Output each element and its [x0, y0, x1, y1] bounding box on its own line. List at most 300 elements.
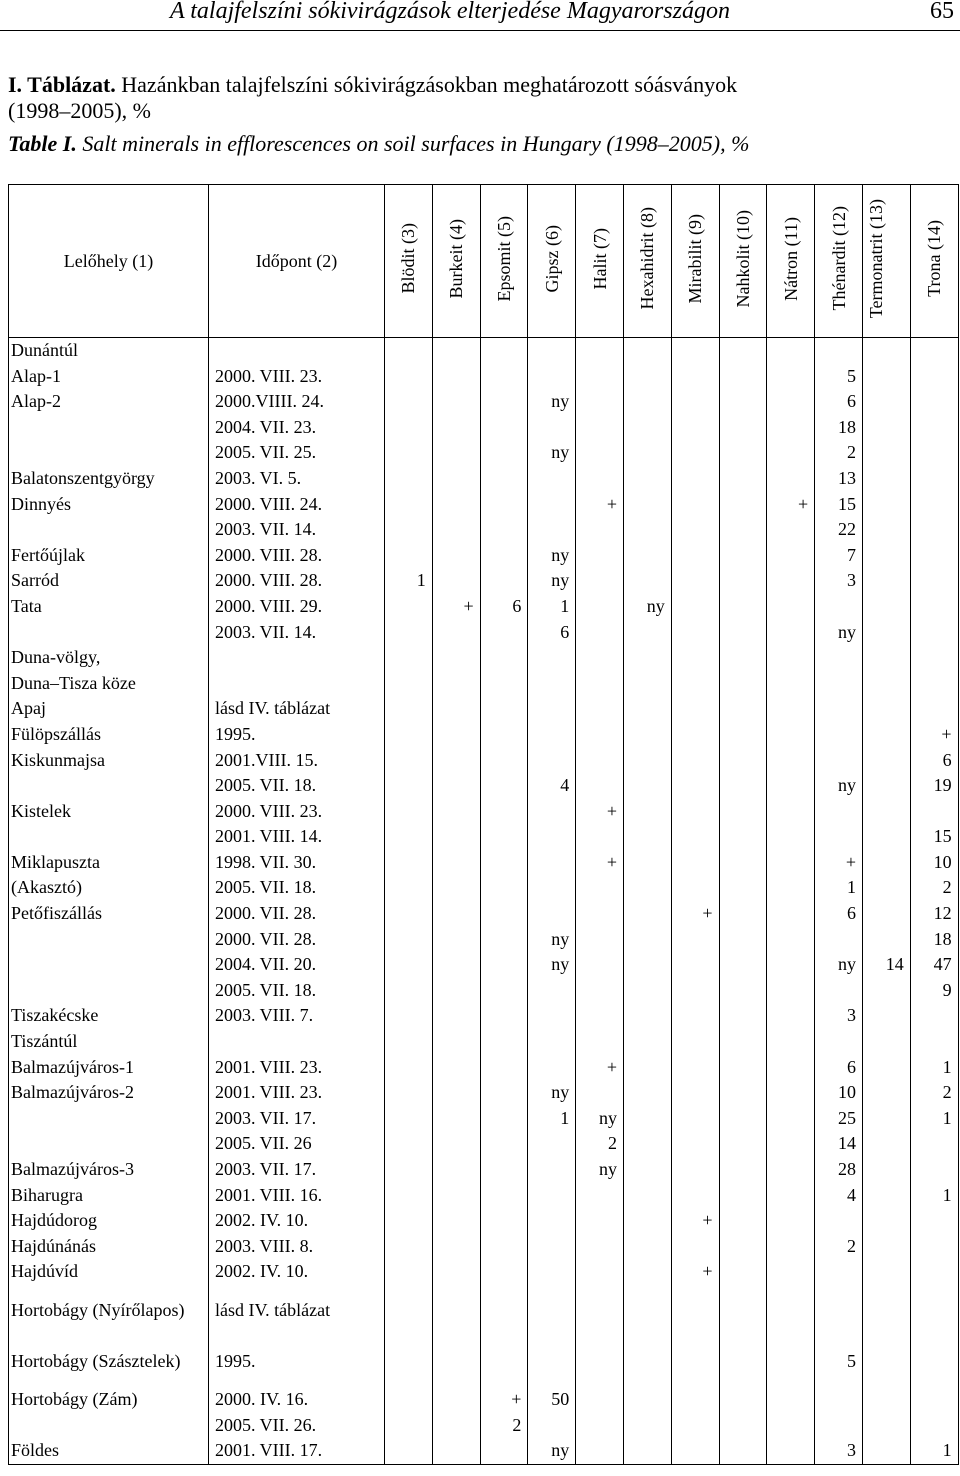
- cell-value: [767, 824, 815, 850]
- table-row: [9, 671, 959, 697]
- cell-value: [862, 364, 910, 390]
- cell-value: [910, 1208, 958, 1234]
- cell-value: [385, 748, 433, 774]
- cell-value: [910, 671, 958, 697]
- cell-value: [480, 748, 528, 774]
- cell-site: [9, 1106, 209, 1132]
- cell-value: [528, 722, 576, 748]
- cell-value: [576, 901, 624, 927]
- cell-value: [671, 492, 719, 518]
- cell-value: [528, 1131, 576, 1157]
- table-row: [9, 1131, 959, 1157]
- cell-value: [480, 875, 528, 901]
- cell-value: [910, 1336, 958, 1387]
- cell-value: [910, 440, 958, 466]
- cell-value: [432, 748, 480, 774]
- cell-value: ny: [528, 389, 576, 415]
- cell-value: [480, 952, 528, 978]
- cell-date: 2003. VII. 14.: [209, 620, 385, 646]
- header-mineral: [432, 185, 480, 338]
- cell-value: [385, 389, 433, 415]
- cell-value: [623, 1413, 671, 1439]
- cell-value: [623, 901, 671, 927]
- cell-value: [671, 773, 719, 799]
- cell-value: [480, 1029, 528, 1055]
- cell-value: [815, 1208, 863, 1234]
- cell-value: [815, 594, 863, 620]
- cell-site: Balmazújváros-3: [9, 1157, 209, 1183]
- cell-value: [862, 620, 910, 646]
- cell-value: [767, 1285, 815, 1336]
- cell-value: 28: [815, 1157, 863, 1183]
- cell-site: Duna-völgy,: [9, 645, 209, 671]
- cell-value: [815, 645, 863, 671]
- cell-value: 6: [528, 620, 576, 646]
- cell-value: [862, 645, 910, 671]
- cell-date: 2000. VII. 28.: [209, 901, 385, 927]
- cell-site: [9, 620, 209, 646]
- cell-value: [480, 1106, 528, 1132]
- header-mineral: [623, 185, 671, 338]
- cell-value: [432, 389, 480, 415]
- cell-value: [767, 1336, 815, 1387]
- cell-value: [528, 978, 576, 1004]
- header-mineral-label: Gipsz (6): [541, 224, 562, 293]
- cell-value: 1: [815, 875, 863, 901]
- cell-value: [623, 1387, 671, 1413]
- cell-value: [767, 1438, 815, 1464]
- cell-value: 2: [815, 440, 863, 466]
- cell-value: 18: [910, 927, 958, 953]
- cell-value: [385, 1003, 433, 1029]
- cell-value: [671, 1438, 719, 1464]
- cell-value: 1: [910, 1055, 958, 1081]
- cell-site: Fertőújlak: [9, 543, 209, 569]
- cell-value: [815, 748, 863, 774]
- cell-value: [576, 543, 624, 569]
- cell-value: 50: [528, 1387, 576, 1413]
- cell-value: [862, 875, 910, 901]
- cell-value: [910, 1285, 958, 1336]
- cell-value: [671, 466, 719, 492]
- cell-date: [209, 671, 385, 697]
- cell-date: 2001. VIII. 14.: [209, 824, 385, 850]
- cell-value: [719, 364, 767, 390]
- cell-value: [815, 927, 863, 953]
- cell-value: [671, 1003, 719, 1029]
- cell-value: [623, 696, 671, 722]
- cell-value: [576, 1413, 624, 1439]
- cell-value: +: [432, 594, 480, 620]
- cell-value: [385, 1055, 433, 1081]
- running-head: [0, 0, 960, 31]
- header-mineral-label: Hexahidrit (8): [637, 207, 658, 310]
- cell-value: [910, 415, 958, 441]
- cell-value: [815, 1259, 863, 1285]
- cell-value: [719, 517, 767, 543]
- cell-value: 2: [910, 1080, 958, 1106]
- cell-value: [862, 389, 910, 415]
- cell-value: 1: [910, 1106, 958, 1132]
- cell-value: [623, 364, 671, 390]
- cell-value: [480, 338, 528, 364]
- cell-value: +: [480, 1387, 528, 1413]
- cell-value: [480, 364, 528, 390]
- cell-value: [671, 338, 719, 364]
- cell-value: [671, 1106, 719, 1132]
- cell-value: [480, 722, 528, 748]
- cell-value: 47: [910, 952, 958, 978]
- cell-site: Dinnyés: [9, 492, 209, 518]
- cell-date: 2003. VII. 14.: [209, 517, 385, 543]
- cell-value: [623, 1183, 671, 1209]
- cell-site: Tiszakécske: [9, 1003, 209, 1029]
- cell-value: [910, 1259, 958, 1285]
- cell-date: 2004. VII. 23.: [209, 415, 385, 441]
- cell-value: [862, 1080, 910, 1106]
- header-mineral-label: Termonatrit (13): [866, 198, 887, 319]
- cell-value: [432, 466, 480, 492]
- cell-date: 2005. VII. 26.: [209, 1413, 385, 1439]
- cell-site: Hortobágy (Zám): [9, 1387, 209, 1413]
- cell-date: 2000. VIII. 29.: [209, 594, 385, 620]
- cell-value: [719, 671, 767, 697]
- cell-value: [576, 671, 624, 697]
- table-row: [9, 645, 959, 671]
- cell-value: [576, 722, 624, 748]
- cell-value: 6: [910, 748, 958, 774]
- cell-value: [385, 492, 433, 518]
- header-mineral-label: Epsomit (5): [493, 215, 514, 302]
- cell-value: [480, 1208, 528, 1234]
- cell-value: [862, 1336, 910, 1387]
- table-row: [9, 1106, 959, 1132]
- cell-value: [719, 620, 767, 646]
- cell-value: [385, 364, 433, 390]
- cell-value: 7: [815, 543, 863, 569]
- cell-value: [480, 1336, 528, 1387]
- table-row: [9, 1438, 959, 1464]
- cell-value: [480, 1234, 528, 1260]
- cell-value: [432, 952, 480, 978]
- cell-site: Hajdúvíd: [9, 1259, 209, 1285]
- cell-value: [862, 1003, 910, 1029]
- header-mineral-label: Burkeit (4): [446, 218, 467, 299]
- cell-value: [480, 466, 528, 492]
- cell-value: [671, 1387, 719, 1413]
- cell-value: [719, 594, 767, 620]
- cell-value: [815, 671, 863, 697]
- cell-value: [385, 1259, 433, 1285]
- cell-date: 2000. VIII. 28.: [209, 568, 385, 594]
- cell-value: [528, 1336, 576, 1387]
- cell-value: [432, 1080, 480, 1106]
- cell-value: [862, 1413, 910, 1439]
- cell-date: [209, 338, 385, 364]
- cell-value: [623, 1234, 671, 1260]
- cell-value: [910, 1413, 958, 1439]
- cell-value: [910, 1234, 958, 1260]
- cell-value: [528, 875, 576, 901]
- cell-value: [623, 389, 671, 415]
- cell-site: Duna–Tisza köze: [9, 671, 209, 697]
- cell-value: [480, 901, 528, 927]
- table-row: [9, 1413, 959, 1439]
- cell-value: [623, 722, 671, 748]
- cell-value: [528, 1183, 576, 1209]
- cell-value: +: [767, 492, 815, 518]
- cell-date: 2003. VIII. 8.: [209, 1234, 385, 1260]
- cell-value: [623, 978, 671, 1004]
- cell-value: [815, 1413, 863, 1439]
- cell-value: 4: [528, 773, 576, 799]
- cell-value: [576, 517, 624, 543]
- cell-value: [910, 620, 958, 646]
- cell-value: [385, 850, 433, 876]
- cell-value: [767, 671, 815, 697]
- cell-value: [480, 389, 528, 415]
- cell-value: 9: [910, 978, 958, 1004]
- table-row: [9, 773, 959, 799]
- cell-value: [719, 1336, 767, 1387]
- cell-value: [528, 824, 576, 850]
- table-row: [9, 850, 959, 876]
- cell-value: [385, 1131, 433, 1157]
- cell-site: [9, 773, 209, 799]
- cell-value: ny: [528, 568, 576, 594]
- cell-value: [719, 1285, 767, 1336]
- cell-value: [767, 748, 815, 774]
- cell-value: 1: [385, 568, 433, 594]
- table-header-row: [9, 185, 959, 338]
- cell-value: [719, 492, 767, 518]
- cell-value: [719, 543, 767, 569]
- cell-value: [432, 1183, 480, 1209]
- cell-site: Balatonszentgyörgy: [9, 466, 209, 492]
- cell-value: [719, 1003, 767, 1029]
- cell-site: Sarród: [9, 568, 209, 594]
- cell-value: [623, 440, 671, 466]
- cell-value: [528, 901, 576, 927]
- cell-value: 25: [815, 1106, 863, 1132]
- cell-value: [910, 568, 958, 594]
- cell-value: [862, 517, 910, 543]
- cell-value: [576, 389, 624, 415]
- cell-value: [480, 620, 528, 646]
- cell-value: 14: [862, 952, 910, 978]
- cell-value: [385, 620, 433, 646]
- cell-value: [862, 1106, 910, 1132]
- cell-value: [623, 850, 671, 876]
- cell-value: [385, 466, 433, 492]
- cell-date: 2005. VII. 26: [209, 1131, 385, 1157]
- cell-value: [623, 1336, 671, 1387]
- table-row: [9, 799, 959, 825]
- cell-value: [671, 1029, 719, 1055]
- table-caption-hu-line2: (1998–2005), %: [8, 98, 151, 123]
- cell-value: [815, 696, 863, 722]
- cell-value: 2: [576, 1131, 624, 1157]
- cell-value: [576, 696, 624, 722]
- cell-value: [432, 645, 480, 671]
- cell-value: [385, 1413, 433, 1439]
- cell-date: 2000. VII. 28.: [209, 927, 385, 953]
- cell-value: [623, 773, 671, 799]
- header-site: Lelőhely (1): [9, 185, 209, 338]
- cell-value: [623, 1131, 671, 1157]
- cell-value: [623, 824, 671, 850]
- cell-value: [767, 620, 815, 646]
- cell-value: [719, 1259, 767, 1285]
- cell-site: Fülöpszállás: [9, 722, 209, 748]
- cell-date: 2003. VIII. 7.: [209, 1003, 385, 1029]
- cell-value: ny: [528, 927, 576, 953]
- cell-site: Hortobágy (Szásztelek): [9, 1336, 209, 1387]
- cell-value: [671, 1234, 719, 1260]
- cell-value: [767, 901, 815, 927]
- cell-value: [767, 568, 815, 594]
- cell-value: [862, 1131, 910, 1157]
- cell-site: Tiszántúl: [9, 1029, 209, 1055]
- cell-value: 6: [815, 1055, 863, 1081]
- cell-value: [671, 364, 719, 390]
- cell-value: [623, 927, 671, 953]
- cell-value: [528, 645, 576, 671]
- cell-value: [576, 1234, 624, 1260]
- cell-value: [528, 1285, 576, 1336]
- cell-value: [671, 671, 719, 697]
- cell-value: [671, 824, 719, 850]
- cell-value: [432, 543, 480, 569]
- cell-value: [528, 1208, 576, 1234]
- header-mineral-label: Mirabilit (9): [685, 213, 706, 304]
- table-caption-hu-text: Hazánkban talajfelszíni sókivirágzásokban meghatározott sóásványok: [121, 72, 738, 97]
- table-row: [9, 1387, 959, 1413]
- cell-value: [623, 415, 671, 441]
- cell-value: [623, 1080, 671, 1106]
- table-row: [9, 1285, 959, 1336]
- cell-value: [385, 875, 433, 901]
- cell-value: [671, 978, 719, 1004]
- cell-value: [576, 415, 624, 441]
- cell-value: [385, 594, 433, 620]
- cell-date: 2003. VI. 5.: [209, 466, 385, 492]
- cell-value: [767, 696, 815, 722]
- cell-value: [432, 620, 480, 646]
- cell-value: [576, 824, 624, 850]
- cell-value: [528, 1259, 576, 1285]
- cell-value: [767, 978, 815, 1004]
- cell-value: [719, 1106, 767, 1132]
- cell-value: [862, 1055, 910, 1081]
- cell-value: +: [576, 1055, 624, 1081]
- header-mineral-label: Halit (7): [589, 227, 610, 290]
- cell-value: [385, 978, 433, 1004]
- cell-value: [432, 1259, 480, 1285]
- cell-value: [671, 1285, 719, 1336]
- cell-value: [480, 824, 528, 850]
- cell-value: [910, 696, 958, 722]
- cell-value: [432, 1413, 480, 1439]
- table-label-hu: I. Táblázat.: [8, 72, 116, 97]
- header-mineral: [719, 185, 767, 338]
- cell-value: [815, 1029, 863, 1055]
- cell-value: [576, 594, 624, 620]
- table-row: [9, 1259, 959, 1285]
- cell-value: 1: [528, 1106, 576, 1132]
- cell-value: [432, 1285, 480, 1336]
- cell-value: [862, 696, 910, 722]
- cell-site: Hortobágy (Nyírőlapos): [9, 1285, 209, 1336]
- cell-site: Biharugra: [9, 1183, 209, 1209]
- cell-value: [432, 517, 480, 543]
- cell-value: [671, 440, 719, 466]
- cell-value: ny: [528, 543, 576, 569]
- cell-value: 12: [910, 901, 958, 927]
- cell-value: [862, 1259, 910, 1285]
- cell-value: [767, 1259, 815, 1285]
- cell-value: [671, 1131, 719, 1157]
- cell-value: +: [815, 850, 863, 876]
- cell-value: [480, 1438, 528, 1464]
- cell-value: [623, 1029, 671, 1055]
- cell-value: [862, 568, 910, 594]
- cell-value: ny: [815, 620, 863, 646]
- cell-value: [480, 671, 528, 697]
- cell-value: [623, 492, 671, 518]
- table-row: [9, 466, 959, 492]
- cell-value: [719, 696, 767, 722]
- cell-value: [480, 492, 528, 518]
- cell-value: [862, 1387, 910, 1413]
- cell-value: [671, 748, 719, 774]
- cell-value: [528, 748, 576, 774]
- table-row: [9, 1003, 959, 1029]
- header-mineral-label: Thénardit (12): [828, 206, 849, 311]
- cell-value: [385, 952, 433, 978]
- cell-value: [719, 1080, 767, 1106]
- cell-value: [719, 389, 767, 415]
- cell-value: [719, 952, 767, 978]
- cell-value: [671, 568, 719, 594]
- cell-value: [480, 415, 528, 441]
- cell-value: [576, 364, 624, 390]
- cell-value: 10: [910, 850, 958, 876]
- cell-value: [862, 799, 910, 825]
- header-date: Időpont (2): [209, 185, 385, 338]
- cell-value: [576, 978, 624, 1004]
- cell-value: [719, 1234, 767, 1260]
- cell-date: [209, 645, 385, 671]
- cell-value: +: [576, 850, 624, 876]
- cell-date: 1998. VII. 30.: [209, 850, 385, 876]
- cell-value: 15: [910, 824, 958, 850]
- cell-value: [576, 1336, 624, 1387]
- cell-value: [671, 389, 719, 415]
- cell-value: ny: [528, 1438, 576, 1464]
- header-mineral-label: Trona (14): [924, 220, 945, 297]
- cell-date: 2002. IV. 10.: [209, 1208, 385, 1234]
- table-row: [9, 978, 959, 1004]
- cell-value: [432, 568, 480, 594]
- cell-value: [862, 1285, 910, 1336]
- table-label-en: Table I.: [8, 131, 77, 156]
- cell-value: [862, 978, 910, 1004]
- cell-value: [623, 875, 671, 901]
- cell-site: [9, 1413, 209, 1439]
- cell-value: [719, 440, 767, 466]
- cell-value: [719, 1157, 767, 1183]
